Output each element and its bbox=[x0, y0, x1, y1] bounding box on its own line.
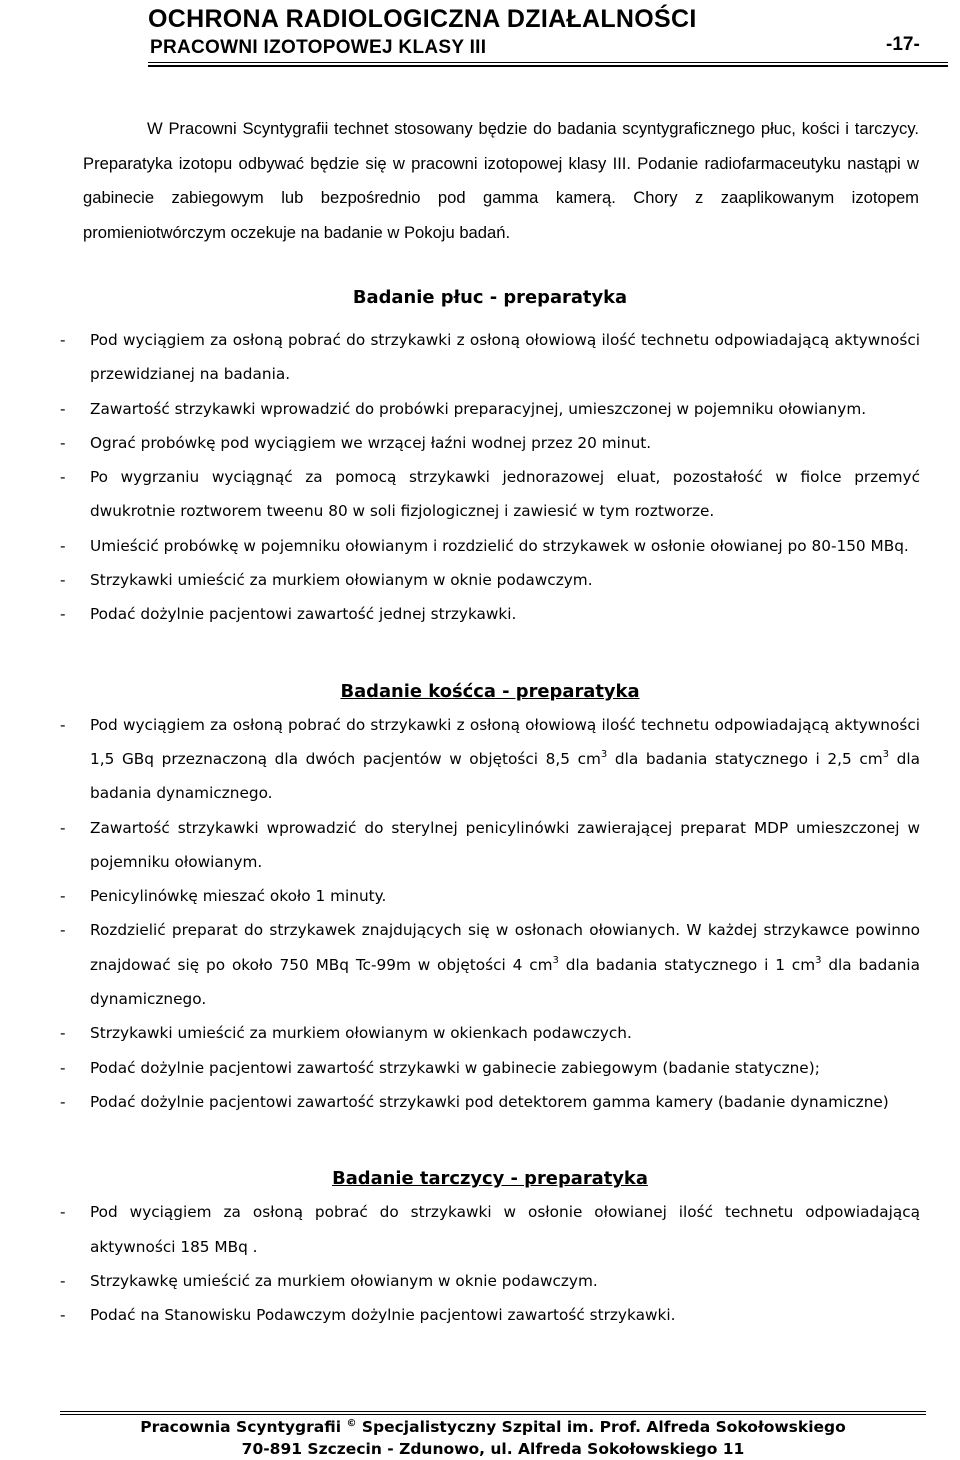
intro-paragraph-block bbox=[83, 112, 919, 250]
section-title: Badanie kośćca - preparatyka bbox=[340, 680, 640, 702]
list-item: - Ograć probówkę pod wyciągiem we wrzącej łaźni wodnej przez 20 minut. bbox=[60, 433, 652, 452]
step-list bbox=[60, 323, 920, 632]
header-title: OCHRONA RADIOLOGICZNA DZIAŁALNOŚCI bbox=[148, 5, 697, 33]
list-item: - Podać dożylnie pacjentowi zawartość strzykawki w gabinecie zabiegowym (badanie statyczne); bbox=[60, 1058, 820, 1077]
step-list bbox=[60, 708, 920, 1120]
section-lungs bbox=[60, 284, 920, 632]
page-footer bbox=[60, 1416, 926, 1460]
list-item: - Pod wyciągiem za osłoną pobrać do strzykawki z osłoną ołowiową ilość technetu odpowiadającą aktywności 1,5 GBq przeznaczoną dla dwóch pacjentów w objętości 8,5 $cm^3$ dla badania statycznego i 2,5 $cm^3$ dla badania dynamicznego. bbox=[60, 715, 921, 803]
section-title: Badanie płuc - preparatyka bbox=[352, 287, 628, 308]
footer-line-2: 70-891 Szczecin - Zdunowo, ul. Alfreda Sokołowskiego 11 bbox=[241, 1440, 745, 1458]
header-divider bbox=[148, 62, 948, 63]
section-title: Badanie tarczycy - preparatyka bbox=[332, 1168, 648, 1190]
section-bones bbox=[60, 678, 920, 1120]
footer-divider-2 bbox=[60, 1414, 926, 1415]
copyright-symbol: © bbox=[346, 1418, 357, 1429]
list-item: - Podać dożylnie pacjentowi zawartość jednej strzykawki. bbox=[60, 605, 517, 624]
header-divider-thick bbox=[148, 65, 948, 67]
list-item: - Pod wyciągiem za osłoną pobrać do strzykawki z osłoną ołowiową ilość technetu odpowiadającą aktywności przewidzianej na badania. bbox=[60, 331, 920, 384]
list-item: - Pod wyciągiem za osłoną pobrać do strzykawki w osłonie ołowianej ilość technetu odpowiadającą aktywności 185 MBq . bbox=[60, 1203, 920, 1256]
list-item: - Rozdzielić preparat do strzykawek znajdujących się w osłonach ołowianych. W każdej strzykawce powinno znajdować się po około 750 MBq Tc-99m w objętości 4 $cm^3$ dla badania statycznego i 1 $cm^3$ dla badania dynamicznego. bbox=[60, 921, 921, 1009]
list-item: - Zawartość strzykawki wprowadzić do probówki preparacyjnej, umieszczonej w pojemniku ołowianym. bbox=[60, 399, 867, 418]
list-item: - Strzykawki umieścić za murkiem ołowianym w okienkach podawczych. bbox=[60, 1024, 632, 1043]
header-subtitle: PRACOWNI IZOTOPOWEJ KLASY III bbox=[150, 37, 487, 58]
section-thyroid bbox=[60, 1165, 920, 1332]
list-item: - Zawartość strzykawki wprowadzić do sterylnej penicylinówki zawierającej preparat MDP umieszczonej w pojemniku ołowianym. bbox=[60, 818, 920, 871]
footer-divider bbox=[60, 1411, 926, 1412]
list-item: - Po wygrzaniu wyciągnąć za pomocą strzykawki jednorazowej eluat, pozostałość w fiolce przemyć dwukrotnie roztworem tweenu 80 w soli fizjologicznej i zawiesić w tym roztworze. bbox=[60, 468, 920, 521]
page-number: -17- bbox=[886, 34, 920, 55]
list-item: - Podać dożylnie pacjentowi zawartość strzykawki pod detektorem gamma kamery (badanie dynamiczne) bbox=[60, 1092, 889, 1111]
procedures-content bbox=[60, 284, 920, 1332]
intro-paragraph: W Pracowni Scyntygrafii technet stosowany będzie do badania scyntygraficznego płuc, kości i tarczycy. Preparatyka izotopu odbywać będzie się w pracowni izotopowej klasy III. Podanie radiofarmaceutyku nastąpi w gabinecie zabiegowym lub bezpośrednio pod gamma kamerą. Chory z zaaplikowanym izotopem promieniotwórczym oczekuje na badanie w Pokoju badań. bbox=[83, 119, 919, 242]
list-item: - Strzykawkę umieścić za murkiem ołowianym w oknie podawczym. bbox=[60, 1271, 598, 1290]
list-item: - Penicylinówkę mieszać około 1 minuty. bbox=[60, 887, 387, 906]
list-item: - Strzykawki umieścić za murkiem ołowianym w oknie podawczym. bbox=[60, 571, 593, 590]
step-list bbox=[60, 1195, 920, 1332]
footer-line-1: Pracownia Scyntygrafii © Specjalistyczny Szpital im. Prof. Alfreda Sokołowskiego bbox=[140, 1418, 846, 1436]
list-item: - Podać na Stanowisku Podawczym dożylnie pacjentowi zawartość strzykawki. bbox=[60, 1306, 676, 1325]
list-item: - Umieścić probówkę w pojemniku ołowianym i rozdzielić do strzykawek w osłonie ołowianej po 80-150 MBq. bbox=[60, 536, 909, 555]
